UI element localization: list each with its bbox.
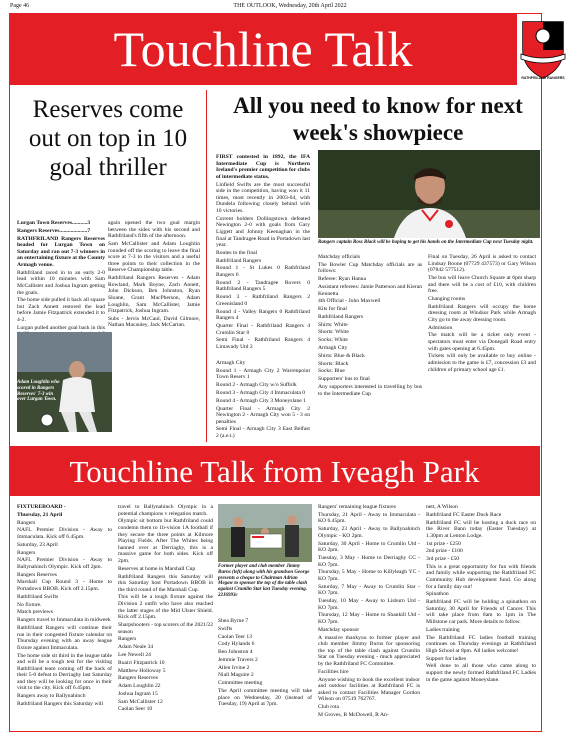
paragraph: Club rota [318,704,339,711]
paragraph: Rathfriland FC Easter Duck Race [426,511,502,518]
paragraph: Rathfriland Rangers will occupy the home dressing room at Windsor Park while Armagh City go to the away dressing room. [428,303,536,323]
reserves-column-1 [17,220,105,346]
paragraph: Quarter Final - Rathfriland Rangers 4 Crumlin Star 0 [216,322,310,336]
paragraph: Sharpshooters - top scorers of the 2021/22 season [118,622,213,635]
paragraph: Rangers away to Ballynahinch [17,693,86,700]
reserves-headline: Reserves come out on top in 10 goal thriller [28,96,188,181]
paragraph: Lurgan pulled another goal back in this [17,324,105,331]
paragraph: Marshall Cup Round 3 - Home to Portadown BBOB. Kick off 2.15pm. [17,579,112,593]
paragraph: travel to Ballynahinch Olympic in a potential champions v relegation match. [118,504,213,517]
paragraph: Committee meeting [218,680,263,687]
paragraph: The home side pulled it back all square but Zach Annett restored the lead before Jamie Fitzpatrick extended it to 4-2. [17,297,105,324]
paragraph: Socks: White [318,337,348,344]
showpiece-column-4 [428,254,536,374]
paragraph: Admission [428,324,453,331]
reserves-column-2 [108,220,200,330]
paragraph: Rangers' remaining league fixtures [318,504,396,510]
paragraph: Adam Loughlin 22 [118,683,161,690]
paragraph: Match previews [17,609,53,616]
paragraph: Shorts: Black [318,360,349,367]
paragraph: Referee: Ryan Hanna [318,276,366,283]
paragraph: RATHFRILAND Rangers Reserves headed for Lurgan Town on Saturday and ran out 7-3 winners in an entertaining fixture at the County Armagh venue. [17,235,105,268]
paragraph: Round 4 - Valley Rangers 0 Rathfriland Rangers 4 [216,308,310,322]
paragraph: nett, A Wilson [426,504,458,510]
paragraph: Jemmie Travers 2 [218,656,258,663]
paragraph: Semi Final - Rathfriland Rangers 4 Limavady Utd 2 [216,337,310,350]
paragraph: Matthew Holloway 5 [118,667,166,674]
banner-title: Touchline Talk [113,21,413,77]
paragraph: Rangers travel to Immaculata in midweek [17,617,111,624]
paragraph: NAFL Premier Division - Away to Ballynahinch Olympic. Kick off 2pm. [17,557,112,570]
paragraph: Rangers Reserves [118,675,158,682]
iveagh-column-4 [318,504,420,720]
paragraph: Armagh City [318,345,348,351]
paragraph: FIRST contested in 1892, the IFA Intermediate Cup is Northern Ireland's premier competition for clubs of intermediate status. [216,154,310,180]
paragraph: Thursday, 21 April - Away to Immaculata - KO 6.45pm. [318,511,420,525]
paragraph: 4th Official - John Maxwell [318,298,381,305]
touchline-talk-banner [9,13,517,85]
paragraph: Saturday, 30 April - Home to Crumlin Utd - KO 2pm. [318,540,420,554]
showpiece-headline: All you need to know for next week's showpiece [233,93,523,145]
iveagh-park-banner [9,446,540,496]
paragraph: Sam McCallister 12 [118,698,163,705]
paragraph: Rathfriland Rangers will continue their run in their congested fixture calendar on Thursday evening with an away league fixture against Immaculata. [17,624,112,651]
ross-black-photo [318,150,540,238]
page-number: Page 46 [10,3,30,9]
paragraph: Rathfriland Swifts [17,593,59,600]
paragraph: Rangers [17,549,36,556]
paragraph: Current holders Dollingstown defeated Newington 2-0 with goals from Gary Liggett and Johnny Keenaghan in the final at Tandragee Road in Portadown last year. [216,215,310,249]
showpiece-column-2 [216,360,310,441]
paragraph: Thursday, 12 May - Home to Shankill Utd - KO 7pm. [318,612,420,625]
paragraph: Shea Byrne 7 [218,618,249,624]
paragraph: Rathfriland FC will be hosting a duck race on the River Bann today (Easter Tuesday) at 1.30pm at Lenton Lodge. [426,519,536,539]
iveagh-photo-caption: Former player and club member Jimmy Burns (left) along with his grandson George presents a cheque to Chairman Adrian Megaw to sponsor the top of the table clash against Crumlin Star last Tuesday evening. 22J6993c [218,564,310,598]
paragraph: Subs - Jervis McCaul, David Gilmore, Nathan Macauley, Jack McCartan. [108,315,200,329]
paragraph: Linfield Swifts are the most successful side in the competition, having won it 11 times, most recently in 2003-04, with Dundela following closely behind with 10 victories. [216,181,310,214]
paragraph: Reserves at home in Marshall Cup [118,565,196,572]
masthead: THE OUTLOOK, Wednesday, 20th April 2022 [233,3,347,9]
paragraph: Rangers [17,519,36,526]
captain-portrait-image [318,150,540,238]
showpiece-column-3 [318,254,422,398]
cheque-presentation-image [218,504,312,562]
paragraph: Armagh City [216,360,246,366]
paragraph: Allen Irvine 2 [218,664,250,671]
showpiece-photo-caption: Rangers captain Ross Black will be hoping to get his hands on the Intermediate Cup next Tuesday night. [318,240,534,245]
paragraph: NAFL Premier Division - Away to Immaculata. Kick off 6.45pm. [17,527,112,540]
paragraph: Rangers Reserves....................7 [17,227,91,234]
paragraph: Thursday, 21 April [17,511,63,518]
paragraph: Support for ladies [426,655,467,662]
paragraph: Matchday officials [318,254,360,260]
paragraph: 1st prize - £250 [426,540,461,547]
paragraph: Tuesday, 3 May - Home to Derriaghy CC - KO 7pm. [318,554,420,568]
paragraph: 2nd prize - £100 [426,548,463,555]
paragraph: Tickets will only be available to buy online - admission to the game is £7, concession £3 and children of primary school age £1. [428,353,536,373]
paragraph: Caolan Teer 13 [218,633,252,640]
showpiece-column-1 [216,154,310,352]
reserves-photo-caption: Adam Loughlin who scored in Rangers Reserves' 7-3 win over Lurgan Town. [17,380,60,403]
paragraph: Changing rooms [428,295,466,302]
paragraph: Round 4 - Armagh City 3 Moneyslane 1 [216,397,306,404]
paragraph: Saturday, 23 April [17,541,58,548]
paragraph: The Bowler Cup Matchday officials are as follows: [318,261,422,275]
paragraph: Matchday sponsor [318,626,360,633]
paragraph: Lurgan Town Reserves...........3 [17,220,91,226]
club-crest-logo [517,14,569,84]
paragraph: Caolan Seer 10 [118,706,153,713]
paragraph: The Rathfriland FC ladies football training continues on Thursday evenings at Rathfriland High School at 8pm. All ladies welcome! [426,634,536,654]
paragraph: No fixture. [17,601,42,608]
paragraph: Round 1 - Armagh City 2 Warrenpoint Town Reserv 1 [216,367,310,381]
paragraph: Sam McCallister and Adam Loughlin rounded off the scoring to leave the final score at 7-3 to the visitors and a useful three points to their collection in the Reserve Championship table. [108,240,200,274]
paragraph: The home side sit third in the league table and will be a tough test for the visiting Rathfriland team coming off the back of their 5-0 defeat to Derriaghy last Saturday and they will be looking for once in their visit to the city. Kick off 6.45pm. [17,652,112,692]
paragraph: Round 3 - Armagh City 4 Immaculata 0 [216,389,306,396]
paragraph: Semi Final - Armagh City 3 East Belfast 2 (a.e.t.) [216,426,310,440]
iveagh-column-3 [218,618,312,709]
paragraph: Round 1 - St Lukes 0 Rathfriland Rangers 6 [216,265,310,279]
paragraph: A massive thankyou to former player and club member Jimmy Burns for sponsoring the top of the table clash against Crumlin Star on Tuesday evening - much appreciated by the Rathfriland FC Committee. [318,634,420,667]
paragraph: Adam Neale 34 [118,644,154,651]
iveagh-column-5 [426,504,536,684]
paragraph: Rathfriland Rangers [318,313,364,320]
paragraph: This will be a tough fixture against the Division 2 outfit who have also reached the latter stages of the Mid Ulster Shield. Kick off 2.15pm. [118,594,213,621]
iveagh-column-1 [17,504,112,709]
paragraph: Rathfriland raced in to an early 2-0 lead within 10 minutes with Sam McCallister and Joshua Ingram getting the goals. [17,269,105,296]
paragraph: Ladies training [426,626,460,633]
paragraph: Routes to the final [216,249,258,256]
paragraph: The match will be a ticket only event - spectators must enter via Donegall Road entry with gates opening at 6.45pm. [428,332,536,352]
paragraph: Shorts: White [318,329,349,336]
paragraph: Round 2 - Armagh City w/o Suffolk [216,382,297,389]
paragraph: Quarter Final - Armagh City 2 Newington 2 - Armagh City won 5 - 3 on penalties [216,405,310,425]
paragraph: Thursday, 5 May - Home to Killyleagh YC - KO 7pm. [318,569,420,582]
paragraph: Facilities hire [318,668,349,675]
paragraph: Ben Johnston 4 [218,649,253,656]
paragraph: Well done to all those who came along to support the newly formed Rathfriland FC Ladies in the game against Moneyslane. [426,663,536,683]
paragraph: Niall Maguire 2 [218,672,254,679]
cheque-presentation-photo [218,504,312,562]
paragraph: Saturday, 23 April - Away to Ballynahinch Olympic - KO 2pm. [318,526,420,539]
paragraph: Tuesday, 10 May - Away to Lisburn Utd - KO 7pm. [318,598,420,611]
paragraph: The April committee meeting will take place on Wednesday, 20 (instead of Tuesday, 19) April at 7pm. [218,688,312,708]
paragraph: Rathfriland Rangers this Saturday will [17,701,104,708]
paragraph: The bus will leave Church Square at 6pm sharp and there will be a cost of £10, with children free. [428,274,536,295]
paragraph: Cody Hylands 6 [218,641,255,648]
paragraph: Ruairi Fitzpatrick 10 [118,659,165,666]
paragraph: Socks: Blue [318,368,345,375]
paragraph: Any supporters interested in travelling by bus to the Intermediate Cup [318,383,422,397]
paragraph: Anyone wishing to book the excellent indoor and outdoor facilities at Rathfriland FC is asked to contact Facilities Manager Gordon Wilson on 07519 762767. [318,676,420,703]
paragraph: FIXTUREBOARD - [17,504,66,510]
paragraph: Rangers [118,636,137,643]
column-divider [206,90,207,442]
paragraph: Shirts: White [318,321,348,328]
iveagh-banner-title: Touchline Talk from Iveagh Park [69,454,480,489]
paragraph: M Groves, B McDowell, R An- [318,711,389,718]
paragraph: Kits for final [318,306,347,313]
club-crest-lettering: RATHFRILAND RANGERS [521,76,565,80]
paragraph: 3rd prize - £50 [426,556,460,563]
paragraph: Olympic sit bottom but Rathfriland could condemn them to 1b-vision 1A football if they secure the three points at Kilmore Playing Fields. After The Whites being hanned over at Derriaghy, this is a massive game for both sides. Kick off 2pm. [118,518,213,564]
paragraph: Round 2 - Tandragee Rovers 0 Rathfriland Rangers 5 [216,279,310,293]
paragraph: Joshua Ingram 15 [118,690,158,697]
paragraph: This is a great opportunity for fun with friends and family while supporting the Rathfriland FC Community Hub development fund. Go along for a family day out! [426,563,536,590]
paragraph: Shirts: Blue & Black [318,352,365,359]
paragraph: again opened the two goal margin between the sides with his second and Rathfriland's fifth of the afternoon. [108,220,200,240]
paragraph: Rathfriland Rangers Reserves - Adam Rowland, Mark Boyne, Zach Annett, John Dickson, Ben Johnston, Ryan Sloane, Grant MacPherson, Adam Loughlin, Sam McCallister, Jamie Fitzpatrick, Joshua Ingram. [108,275,200,315]
paragraph: Round 3 - Rathfriland Rangers 2 Greenisland 0 [216,294,310,307]
paragraph: Final on Tuesday, 26 April is asked to contact Lindsay Boone (07729 437573) or Gary Wilson (07842 577512). [428,254,536,274]
page-header [10,3,570,13]
paragraph: Rangers Reserves [17,571,57,578]
paragraph: Supporters' bus to final [318,376,370,383]
paragraph: Swifts [218,625,233,632]
paragraph: Rathfriland FC will be holding a spinathon on Saturday, 30 April for Friends of Cancer. This will take place from 8am to 1pm in The Millstone car park. More details to follow. [426,599,536,625]
paragraph: Assistant referees: Jamie Patterson and Kieran Kennetta [318,283,422,297]
paragraph: Spinathon [426,591,449,598]
paragraph: Lee Newell 24 [118,651,151,658]
paragraph: Rathfriland Rangers this Saturday will this Saturday host Portadown BBOB in the third round of the Marshall Cup. [118,573,213,593]
paragraph: Rathfriland Rangers [216,257,262,264]
paragraph: Saturday, 7 May - Away to Crumlin Star - KO 7pm. [318,583,420,597]
iveagh-column-2 [118,504,213,714]
